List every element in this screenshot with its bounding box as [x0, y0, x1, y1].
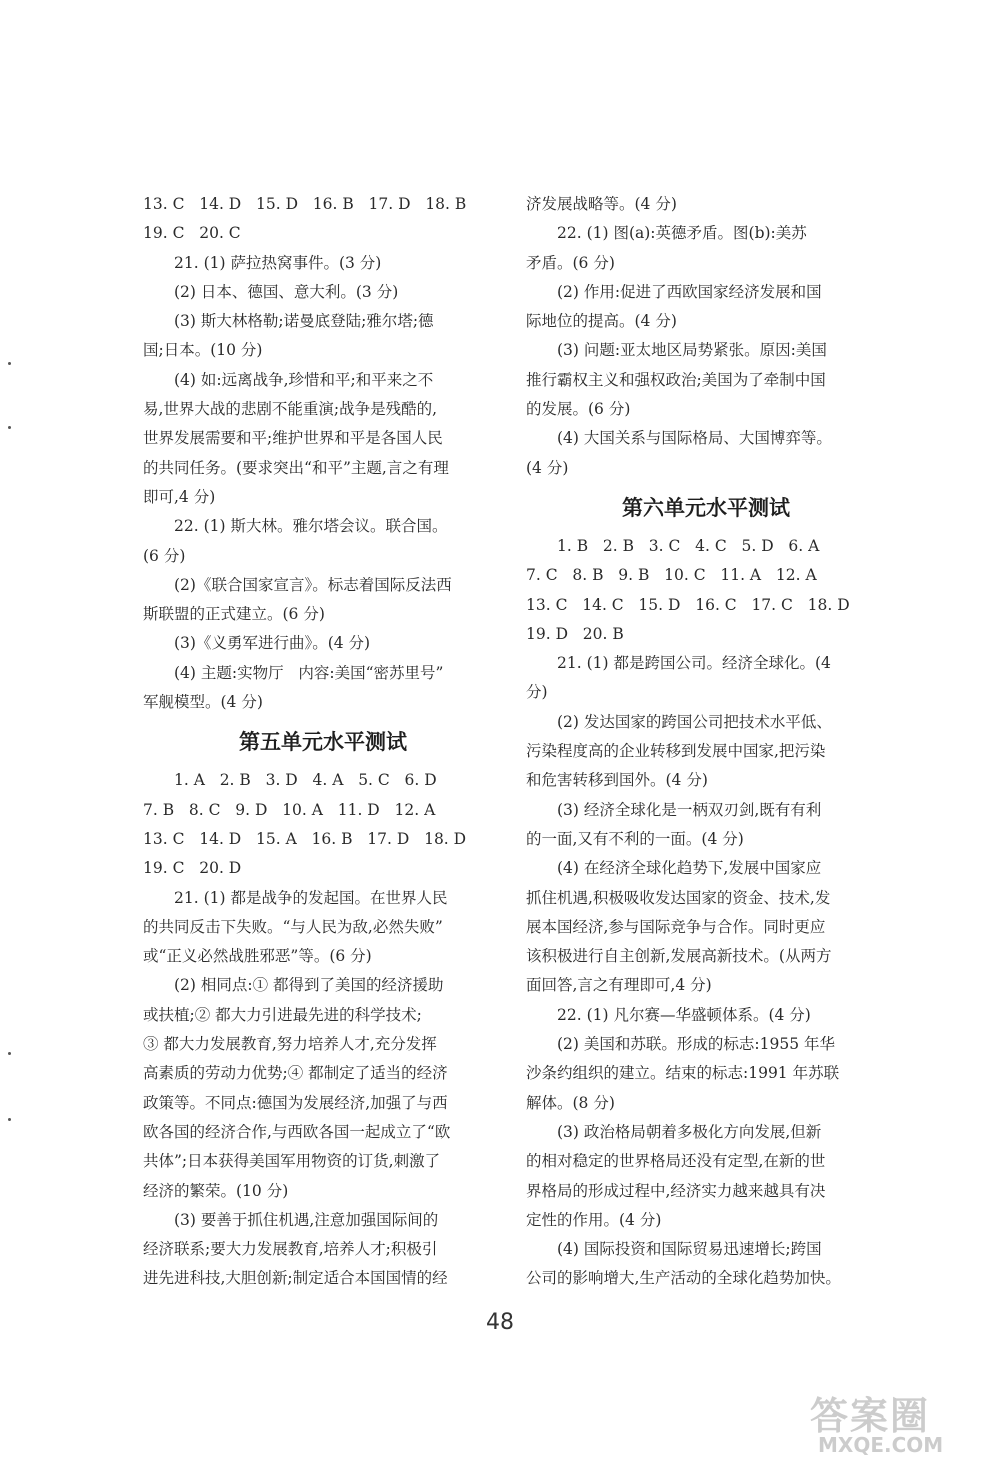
answer-line: (3)《义勇军进行曲》。(4 分): [174, 634, 371, 653]
answer-line: 政策等。不同点:德国为发展经济,加强了与西: [143, 1093, 448, 1112]
answer-line: 进先进科技,大胆创新;制定适合本国国情的经: [143, 1269, 448, 1288]
answer-line: 共体”;日本获得美国军用物资的订货,刺激了: [143, 1152, 441, 1171]
answer-line: 公司的影响增大,生产活动的全球化趋势加快。: [526, 1269, 841, 1288]
right-column: [526, 190, 886, 1294]
answer-line: 污染程度高的企业转移到发展中国家,把污染: [526, 742, 826, 761]
answer-line: 分): [526, 683, 548, 702]
margin-dot: [8, 1118, 11, 1121]
answer-line: (2) 作用:促进了西欧国家经济发展和国: [557, 282, 822, 301]
section-heading: 第六单元水平测试: [622, 495, 790, 520]
answer-line: 界格局的形成过程中,经济实力越来越具有决: [526, 1181, 826, 1200]
answer-line: 解体。(8 分): [526, 1093, 615, 1112]
margin-dot: [8, 1052, 11, 1055]
answer-line: 19. C 20. D: [143, 859, 242, 878]
margin-dot: [8, 426, 11, 429]
page-number: 48: [486, 1310, 514, 1335]
answer-line: (2) 相同点:① 都得到了美国的经济援助: [174, 976, 444, 995]
answer-line: ③ 都大力发展教育,努力培养人才,充分发挥: [143, 1035, 437, 1054]
answer-line: 13. C 14. D 15. A 16. B 17. D 18. D: [143, 829, 467, 848]
answer-line: (4) 如:远离战争,珍惜和平;和平来之不: [174, 370, 434, 389]
answer-line: (3) 政治格局朝着多极化方向发展,但新: [557, 1122, 822, 1141]
answer-line: (3) 问题:亚太地区局势紧张。原因:美国: [557, 341, 827, 360]
answer-line: (3) 要善于抓住机遇,注意加强国际间的: [174, 1210, 439, 1229]
answer-line: 19. D 20. B: [526, 624, 624, 643]
answer-line: (4) 在经济全球化趋势下,发展中国家应: [557, 859, 822, 878]
answer-line: 22. (1) 凡尔赛—华盛顿体系。(4 分): [557, 1005, 811, 1024]
answer-line: 世界发展需要和平;维护世界和平是各国人民: [143, 429, 443, 448]
answer-line: (2) 日本、德国、意大利。(3 分): [174, 282, 399, 301]
answer-line: 即可,4 分): [143, 487, 216, 506]
answer-line: (4) 主题:实物厅 内容:美国“密苏里号”: [174, 663, 444, 682]
answer-line: 高素质的劳动力优势;④ 都制定了适当的经济: [143, 1064, 448, 1083]
answer-line: 21. (1) 都是跨国公司。经济全球化。(4: [557, 654, 831, 673]
answer-line: 的发展。(6 分): [526, 400, 631, 419]
answer-line: 军舰模型。(4 分): [143, 693, 263, 712]
answer-line: 和危害转移到国外。(4 分): [526, 771, 708, 790]
answer-line: 1. A 2. B 3. D 4. A 5. C 6. D: [174, 771, 437, 790]
answer-line: 济发展战略等。(4 分): [526, 195, 677, 213]
answer-line: 抓住机遇,积极吸收发达国家的资金、技术,发: [526, 888, 831, 907]
answer-line: 22. (1) 斯大林。雅尔塔会议。联合国。: [174, 517, 448, 536]
answer-line: (3) 经济全球化是一柄双刃剑,既有有利: [557, 800, 822, 819]
answer-line: (4) 大国关系与国际格局、大国博弈等。: [557, 429, 832, 448]
answer-line: 易,世界大战的悲剧不能重演;战争是残酷的,: [143, 400, 438, 419]
answer-line: 7. B 8. C 9. D 10. A 11. D 12. A: [143, 800, 436, 819]
answer-line: 1. B 2. B 3. C 4. C 5. D 6. A: [557, 536, 820, 555]
answer-line: 定性的作用。(4 分): [526, 1210, 662, 1229]
section-heading: 第五单元水平测试: [239, 730, 407, 755]
answer-line: 21. (1) 萨拉热窝事件。(3 分): [174, 253, 382, 272]
answer-line: 推行霸权主义和强权政治;美国为了牵制中国: [526, 370, 826, 389]
answer-line: 展本国经济,参与国际竞争与合作。同时更应: [526, 917, 826, 936]
answer-line: 欧各国的经济合作,与西欧各国一起成立了“欧: [143, 1122, 451, 1141]
watermark-site: MXQE.COM: [818, 1433, 944, 1457]
answer-line: 沙条约组织的建立。结束的标志:1991 年苏联: [526, 1064, 840, 1083]
answer-line: 矛盾。(6 分): [526, 253, 615, 272]
watermark-logo: [810, 1385, 990, 1465]
answer-line: (2) 美国和苏联。形成的标志:1955 年华: [557, 1035, 835, 1054]
answer-line: 22. (1) 图(a):英德矛盾。图(b):美苏: [557, 224, 807, 243]
answer-line: (6 分): [143, 546, 186, 565]
left-column: [143, 190, 503, 1294]
answer-line: (4) 国际投资和国际贸易迅速增长;跨国: [557, 1240, 822, 1259]
answer-line: 的共同任务。(要求突出“和平”主题,言之有理: [143, 458, 449, 477]
answer-line: 或扶植;② 都大力引进最先进的科学技术;: [143, 1005, 422, 1024]
answer-line: 的共同反击下失败。“与人民为敌,必然失败”: [143, 917, 443, 936]
answer-line: 际地位的提高。(4 分): [526, 312, 677, 331]
answer-line: (2)《联合国家宣言》。标志着国际反法西: [174, 575, 452, 594]
answer-line: 19. C 20. C: [143, 224, 241, 243]
answer-line: 的一面,又有不利的一面。(4 分): [526, 829, 744, 848]
answer-line: 国;日本。(10 分): [143, 341, 263, 360]
answer-line: 7. C 8. B 9. B 10. C 11. A 12. A: [526, 566, 817, 585]
answer-line: (2) 发达国家的跨国公司把技术水平低、: [557, 712, 832, 731]
answer-line: 或“正义必然战胜邪恶”等。(6 分): [143, 947, 372, 966]
answer-line: (3) 斯大林格勒;诺曼底登陆;雅尔塔;德: [174, 312, 434, 331]
answer-line: (4 分): [526, 458, 569, 477]
answer-line: 13. C 14. D 15. D 16. B 17. D 18. B: [143, 195, 467, 213]
answer-line: 经济联系;要大力发展教育,培养人才;积极引: [143, 1240, 438, 1259]
answer-line: 该积极进行自主创新,发展高新技术。(从两方: [526, 947, 832, 966]
margin-dot: [8, 362, 11, 365]
answer-line: 面回答,言之有理即可,4 分): [526, 976, 712, 995]
answer-line: 13. C 14. C 15. D 16. C 17. C 18. D: [526, 595, 850, 614]
answer-line: 经济的繁荣。(10 分): [143, 1181, 289, 1200]
watermark-mark: 答案圈: [810, 1394, 931, 1438]
answer-line: 21. (1) 都是战争的发起国。在世界人民: [174, 888, 448, 907]
answer-line: 的相对稳定的世界格局还没有定型,在新的世: [526, 1152, 826, 1171]
answer-line: 斯联盟的正式建立。(6 分): [143, 605, 325, 624]
